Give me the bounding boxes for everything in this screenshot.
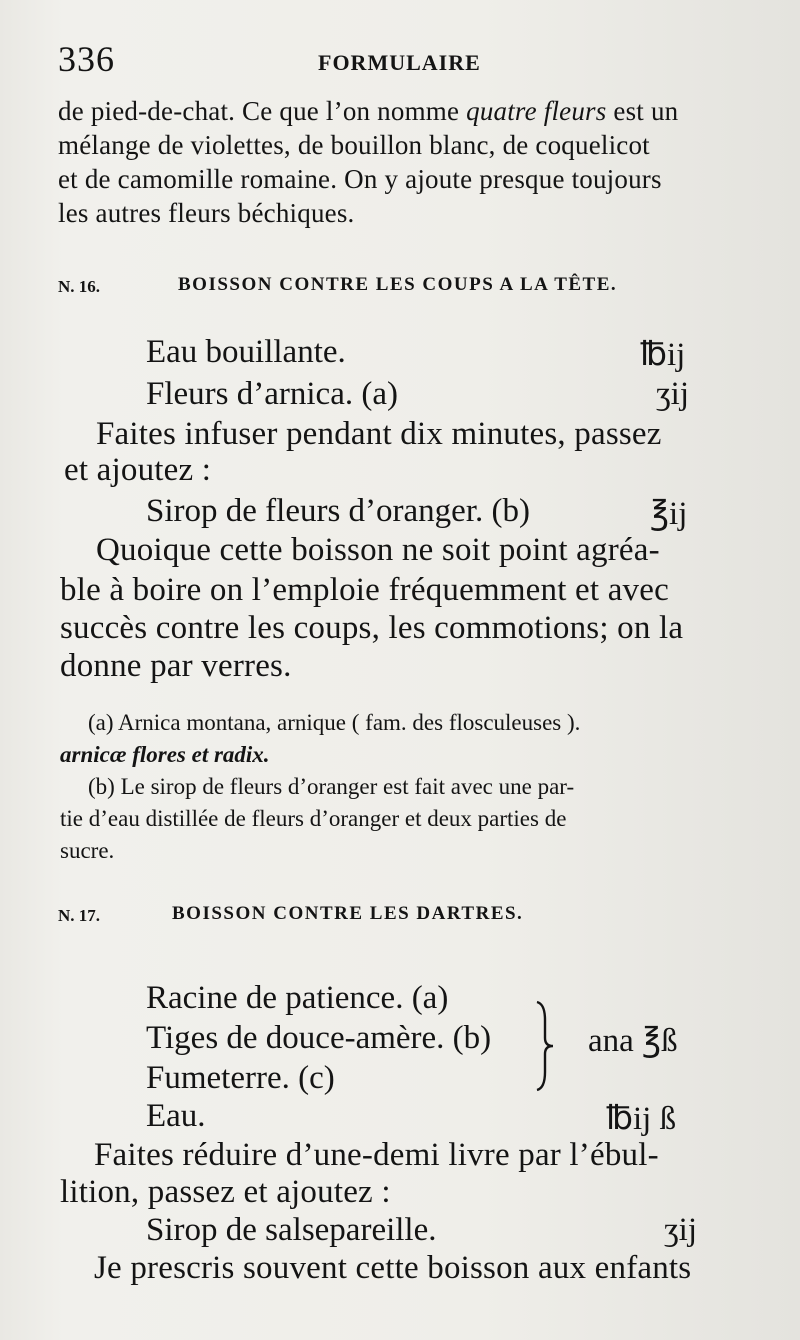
footnote-a-line-2: arnicæ flores et radix. [60, 742, 270, 767]
recipe-item-eau-name: Eau. [146, 1098, 206, 1134]
section-16-instruction-1: Faites infuser pendant dix minutes, passez [96, 416, 662, 452]
syrup-orange-name: Sirop de fleurs d’oranger. (b) [146, 493, 530, 529]
section-16-para-4: donne par verres. [60, 648, 292, 684]
recipe-item-eau-qty: ℔ij ß [606, 1101, 677, 1137]
intro-line-3: et de camomille romaine. On y ajoute presque toujours [58, 164, 662, 194]
grouping-brace-icon [533, 1000, 555, 1092]
recipe-item-arnica-name: Fleurs d’arnica. (a) [146, 376, 398, 412]
section-17-instruction-2: lition, passez et ajoutez : [60, 1174, 391, 1210]
footnote-b-line-1: (b) Le sirop de fleurs d’oranger est fait avec une par- [88, 774, 575, 799]
running-head: FORMULAIRE [318, 50, 481, 75]
section-16-para-3: succès contre les coups, les commotions; on la [60, 610, 684, 646]
ana-quantity: ana ℥ß [588, 1023, 678, 1059]
footnote-b-line-2: tie d’eau distillée de fleurs d’oranger et deux parties de [60, 806, 567, 831]
page-number: 336 [58, 39, 115, 79]
recipe-item-arnica-qty: ʒij [656, 376, 689, 412]
syrup-salsepareille-qty: ʒij [664, 1212, 697, 1248]
intro-line-4: les autres fleurs béchiques. [58, 198, 355, 228]
syrup-salsepareille-name: Sirop de salsepareille. [146, 1212, 437, 1248]
syrup-orange-qty: ℥ij [650, 496, 688, 532]
intro-line-1-start: de pied-de-chat. Ce que l’on nomme [58, 96, 467, 126]
recipe-item-water-qty: ℔ij [640, 337, 686, 373]
intro-line-2: mélange de violettes, de bouillon blanc, de coquelicot [58, 130, 650, 160]
recipe-item-patience: Racine de patience. (a) [146, 980, 449, 1016]
section-16-title: BOISSON CONTRE LES COUPS A LA TÊTE. [178, 274, 618, 295]
section-16-para-1: Quoique cette boisson ne soit point agréa- [96, 532, 660, 568]
recipe-item-douce-amere: Tiges de douce-amère. (b) [146, 1020, 492, 1056]
quatre-fleurs-emphasis: quatre fleurs [466, 96, 607, 126]
section-17-last-line: Je prescris souvent cette boisson aux enfants [94, 1250, 692, 1286]
section-17-number: N. 17. [58, 906, 101, 925]
intro-line-1 [58, 96, 678, 127]
section-16-number: N. 16. [58, 277, 101, 296]
recipe-item-water-name: Eau bouillante. [146, 334, 346, 370]
section-16-instruction-2: et ajoutez : [64, 452, 212, 488]
footnote-a-line-1: (a) Arnica montana, arnique ( fam. des flosculeuses ). [88, 710, 581, 735]
intro-line-1-end: est un [606, 96, 679, 126]
footnote-b-line-3: sucre. [60, 838, 115, 863]
recipe-item-fumeterre: Fumeterre. (c) [146, 1060, 335, 1096]
section-16-para-2: ble à boire on l’emploie fréquemment et avec [60, 572, 669, 608]
section-17-title: BOISSON CONTRE LES DARTRES. [172, 903, 524, 924]
section-17-instruction-1: Faites réduire d’une-demi livre par l’ébul- [94, 1137, 659, 1173]
